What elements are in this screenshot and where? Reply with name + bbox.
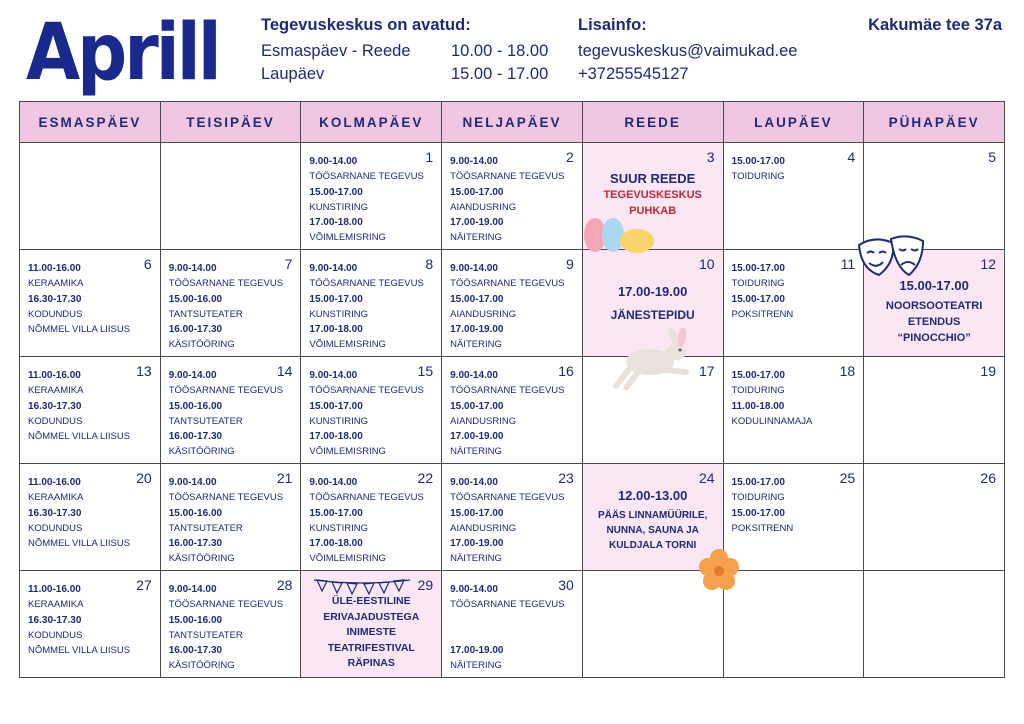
day-cell[interactable] xyxy=(160,571,301,678)
event-name: TANTSUTEATER xyxy=(168,308,243,320)
event-time: 16.30-17.30 xyxy=(28,293,82,305)
special-title: TEATRIFESTIVAL xyxy=(327,641,415,654)
event-name: NÄITERING xyxy=(450,232,502,244)
event-time: 15.00-17.00 xyxy=(309,507,363,519)
day-cell[interactable] xyxy=(20,571,161,678)
day-number: 9 xyxy=(566,256,574,272)
event-time: 11.00-16.00 xyxy=(28,477,81,488)
event-time: 11.00-18.00 xyxy=(731,400,785,412)
event-time: 9.00-14.00 xyxy=(450,370,498,381)
day-cell[interactable] xyxy=(160,250,301,357)
contact-email[interactable]: tegevuskeskus@vaimukad.ee xyxy=(578,42,798,60)
event-list xyxy=(28,475,130,551)
event-time: 17.00-19.00 xyxy=(450,431,504,443)
event-name: TÖÖSARNANE TEGEVUS xyxy=(168,278,284,290)
event-list xyxy=(309,154,423,246)
day-cell[interactable] xyxy=(301,250,442,357)
event-list xyxy=(169,261,283,353)
event-name: KODUNDUS xyxy=(28,629,83,641)
event-list xyxy=(309,368,423,460)
page-title: Aprill xyxy=(26,6,219,98)
day-cell[interactable] xyxy=(723,571,864,678)
event-name: KUNSTIRING xyxy=(309,522,368,534)
day-cell[interactable] xyxy=(20,357,161,464)
special-title: ETENDUS xyxy=(907,316,961,328)
event-name: NÄITERING xyxy=(450,659,502,671)
event-time: 15.00-17.00 xyxy=(450,507,504,519)
calendar-grid xyxy=(19,101,1005,678)
event-time: 15.00-16.00 xyxy=(168,293,223,305)
day-number: 24 xyxy=(698,470,715,486)
event-time: 15.00-17.00 xyxy=(309,400,363,412)
day-cell[interactable] xyxy=(160,464,301,571)
event-name: TÖÖSARNANE TEGEVUS xyxy=(309,492,424,504)
day-cell[interactable] xyxy=(864,464,1005,571)
event-name: VÕIMLEMISRING xyxy=(309,553,386,565)
weekday-header: NELJAPÄEV xyxy=(442,102,583,143)
event-name: KÄSITÖÖRING xyxy=(168,446,235,458)
event-name: TÖÖSARNANE TEGEVUS xyxy=(450,171,565,183)
day-number: 12 xyxy=(980,256,996,272)
event-name: TANTSUTEATER xyxy=(168,629,243,641)
event-name: NÄITERING xyxy=(450,339,502,351)
hours-days: Laupäev xyxy=(261,65,325,83)
event-name: TANTSUTEATER xyxy=(168,522,243,534)
day-number: 21 xyxy=(276,470,293,486)
event-time: 11.00-16.00 xyxy=(28,370,81,381)
event-time: 9.00-14.00 xyxy=(309,477,358,488)
event-time: 15.00-17.00 xyxy=(731,263,785,274)
event-time: 17.00-19.00 xyxy=(450,217,504,229)
event-list xyxy=(169,582,283,674)
day-cell[interactable] xyxy=(160,143,301,250)
day-cell[interactable] xyxy=(864,571,1005,678)
day-number: 23 xyxy=(558,470,574,486)
special-title: INIMESTE xyxy=(346,626,397,638)
event-time: 9.00-14.00 xyxy=(450,584,498,595)
event-name: NÕMMEL VILLA LIISUS xyxy=(28,324,131,336)
event-name: TÖÖSARNANE TEGEVUS xyxy=(450,278,565,290)
event-time: 17.00-18.00 xyxy=(309,431,363,443)
event-name: NÄITERING xyxy=(450,446,502,458)
event-time: 17.00-19.00 xyxy=(450,644,504,656)
event-time: 9.00-14.00 xyxy=(168,477,217,488)
event-name: TÖÖSARNANE TEGEVUS xyxy=(450,492,565,504)
hours-time: 15.00 - 17.00 xyxy=(451,65,549,83)
event-list xyxy=(732,368,813,429)
day-cell[interactable] xyxy=(442,571,583,678)
event-name: KUNSTIRING xyxy=(309,415,368,427)
event-time: 9.00-14.00 xyxy=(168,584,217,595)
day-cell[interactable] xyxy=(723,357,864,464)
day-number: 1 xyxy=(425,149,434,165)
day-number: 14 xyxy=(276,363,293,379)
theatre-masks-icon xyxy=(855,233,927,283)
event-time: 17.00-19.00 xyxy=(450,324,504,336)
event-name: VÕIMLEMISRING xyxy=(309,339,386,351)
weekday-header: TEISIPÄEV xyxy=(160,102,301,143)
special-time: 12.00-13.00 xyxy=(617,488,688,503)
day-cell[interactable] xyxy=(442,357,583,464)
event-name: AIANDUSRING xyxy=(450,522,517,534)
day-number: 19 xyxy=(980,363,996,379)
day-number: 18 xyxy=(839,363,856,379)
special-subtitle: PUHKAB xyxy=(629,205,677,217)
event-time: 9.00-14.00 xyxy=(309,263,358,274)
day-number: 8 xyxy=(425,256,434,272)
hours-days: Esmaspäev - Reede xyxy=(261,42,411,60)
special-title: ÜLE-EESTILINE xyxy=(331,595,411,607)
weekday-header: PÜHAPÄEV xyxy=(864,102,1005,143)
address: Kakumäe tee 37a xyxy=(868,16,1002,34)
day-number: 16 xyxy=(558,363,574,379)
day-number: 5 xyxy=(988,149,996,165)
event-name: TÖÖSARNANE TEGEVUS xyxy=(309,171,424,183)
day-number: 11 xyxy=(840,256,856,272)
event-time: 9.00-14.00 xyxy=(450,156,498,167)
event-list xyxy=(450,154,564,246)
event-name: TOIDURING xyxy=(731,171,785,183)
opening-hours xyxy=(261,16,548,86)
event-list xyxy=(28,582,130,658)
event-time: 15.00-17.00 xyxy=(309,293,363,305)
event-name: TÖÖSARNANE TEGEVUS xyxy=(450,599,565,611)
event-time: 16.00-17.30 xyxy=(168,431,223,443)
event-name: AIANDUSRING xyxy=(450,308,517,320)
event-time: 11.00-16.00 xyxy=(28,584,81,595)
event-time: 9.00-14.00 xyxy=(309,370,358,381)
rabbit-icon xyxy=(608,328,698,390)
event-name: AIANDUSRING xyxy=(450,201,517,213)
event-time: 15.00-17.00 xyxy=(731,507,785,519)
day-number: 26 xyxy=(980,470,996,486)
day-cell[interactable] xyxy=(301,357,442,464)
event-name: NÕMMEL VILLA LIISUS xyxy=(28,538,131,550)
event-name: TANTSUTEATER xyxy=(168,415,243,427)
day-cell[interactable] xyxy=(301,143,442,250)
event-name: KERAAMIKA xyxy=(28,492,84,504)
event-list xyxy=(732,261,794,322)
event-time: 9.00-14.00 xyxy=(168,370,217,381)
day-cell[interactable] xyxy=(442,464,583,571)
event-time: 15.00-17.00 xyxy=(731,370,785,381)
event-time: 16.30-17.30 xyxy=(28,507,82,519)
day-number: 20 xyxy=(136,470,152,486)
event-list xyxy=(450,475,564,567)
event-name: KÄSITÖÖRING xyxy=(168,553,235,565)
flower-icon xyxy=(697,548,741,592)
special-time: 15.00-17.00 xyxy=(899,278,969,293)
event-name: KUNSTIRING xyxy=(309,201,368,213)
day-number: 17 xyxy=(698,363,715,379)
event-name: NÕMMEL VILLA LIISUS xyxy=(28,431,131,443)
special-subtitle: TEGEVUSKESKUS xyxy=(603,189,702,201)
event-name: KODUNDUS xyxy=(28,522,83,534)
event-list xyxy=(450,261,564,353)
event-time: 15.00-16.00 xyxy=(168,507,223,519)
event-time: 16.30-17.30 xyxy=(28,614,82,626)
event-name: VÕIMLEMISRING xyxy=(309,446,386,458)
event-list xyxy=(169,475,283,567)
opening-hours-heading: Tegevuskeskus on avatud: xyxy=(261,16,471,34)
contact-info xyxy=(578,16,797,86)
event-time: 15.00-17.00 xyxy=(450,400,504,412)
event-time: 16.00-17.30 xyxy=(168,538,223,550)
day-cell[interactable] xyxy=(723,464,864,571)
event-name: POKSITRENN xyxy=(731,522,794,534)
event-name: KODUNDUS xyxy=(28,415,83,427)
event-list xyxy=(28,261,130,337)
day-cell[interactable] xyxy=(442,250,583,357)
event-time: 17.00-18.00 xyxy=(309,538,363,550)
day-number: 6 xyxy=(143,256,152,272)
event-name: VÕIMLEMISRING xyxy=(309,232,386,244)
event-time: 15.00-17.00 xyxy=(731,293,785,305)
day-cell[interactable] xyxy=(442,143,583,250)
weekday-header: KOLMAPÄEV xyxy=(301,102,442,143)
event-name: AIANDUSRING xyxy=(450,415,517,427)
event-list xyxy=(309,475,423,567)
day-cell[interactable] xyxy=(20,250,161,357)
special-title: PÄÄS LINNAMÜÜRILE, xyxy=(597,510,708,521)
event-name: TÖÖSARNANE TEGEVUS xyxy=(168,492,284,504)
event-name: KODULINNAMAJA xyxy=(731,415,813,427)
event-list xyxy=(309,261,423,353)
special-title: JÄNESTEPIDU xyxy=(610,308,695,322)
day-number: 29 xyxy=(417,577,434,593)
hours-time: 10.00 - 18.00 xyxy=(451,42,549,60)
day-cell[interactable] xyxy=(723,143,864,250)
event-time: 15.00-17.00 xyxy=(450,186,504,198)
day-number: 27 xyxy=(136,577,152,593)
event-name: KERAAMIKA xyxy=(28,599,84,611)
day-number: 4 xyxy=(847,149,856,165)
bunting-icon xyxy=(312,577,412,595)
easter-eggs-icon xyxy=(580,215,660,255)
day-cell[interactable] xyxy=(20,464,161,571)
event-time: 15.00-17.00 xyxy=(731,477,785,488)
event-time: 15.00-17.00 xyxy=(309,186,363,198)
weekday-header: LAUPÄEV xyxy=(723,102,864,143)
day-number: 30 xyxy=(558,577,574,593)
event-name: TÖÖSARNANE TEGEVUS xyxy=(309,278,424,290)
event-time: 17.00-19.00 xyxy=(450,538,504,550)
event-name: TÖÖSARNANE TEGEVUS xyxy=(309,385,424,397)
day-number: 13 xyxy=(136,363,152,379)
event-name: NÕMMEL VILLA LIISUS xyxy=(28,645,131,657)
event-time: 16.00-17.30 xyxy=(168,324,223,336)
event-name: KUNSTIRING xyxy=(309,308,368,320)
event-name: NÄITERING xyxy=(450,553,502,565)
special-time: 17.00-19.00 xyxy=(617,284,688,299)
event-list xyxy=(732,475,794,536)
day-cell[interactable] xyxy=(723,250,864,357)
event-name: TOIDURING xyxy=(731,385,785,397)
event-time: 15.00-16.00 xyxy=(168,614,223,626)
event-list xyxy=(169,368,283,460)
event-time: 9.00-14.00 xyxy=(450,477,498,488)
contact-phone[interactable]: +37255545127 xyxy=(578,65,689,83)
event-time: 15.00-17.00 xyxy=(450,293,504,305)
event-name: TOIDURING xyxy=(731,278,785,290)
day-number: 2 xyxy=(566,149,574,165)
event-time: 15.00-17.00 xyxy=(731,156,785,167)
event-list xyxy=(450,582,564,673)
day-number: 15 xyxy=(417,363,434,379)
day-cell[interactable] xyxy=(864,357,1005,464)
special-title: RÄPINAS xyxy=(347,657,395,669)
weekday-header: ESMASPÄEV xyxy=(20,102,161,143)
event-name: TOIDURING xyxy=(731,492,785,504)
contact-heading: Lisainfo: xyxy=(578,16,647,34)
event-list xyxy=(28,368,130,444)
event-name: TÖÖSARNANE TEGEVUS xyxy=(450,385,565,397)
day-number: 25 xyxy=(839,470,856,486)
day-number: 3 xyxy=(706,149,715,165)
event-name: TÖÖSARNANE TEGEVUS xyxy=(168,385,284,397)
weekday-header: REEDE xyxy=(582,102,723,143)
event-name: KODUNDUS xyxy=(28,308,83,320)
event-name: KÄSITÖÖRING xyxy=(168,660,235,672)
day-number: 28 xyxy=(276,577,293,593)
event-time: 17.00-18.00 xyxy=(309,217,363,229)
event-name: KERAAMIKA xyxy=(28,385,84,397)
day-cell[interactable] xyxy=(160,357,301,464)
special-title: KULDJALA TORNI xyxy=(609,540,697,551)
event-time: 11.00-16.00 xyxy=(28,263,81,274)
event-list xyxy=(732,154,785,185)
event-name: KERAAMIKA xyxy=(28,278,84,290)
event-list xyxy=(450,368,564,460)
day-number: 10 xyxy=(698,256,715,272)
event-time: 16.00-17.30 xyxy=(168,645,223,657)
event-time: 15.00-16.00 xyxy=(168,400,223,412)
event-time: 17.00-18.00 xyxy=(309,324,363,336)
event-name: TÖÖSARNANE TEGEVUS xyxy=(168,599,284,611)
event-time: 9.00-14.00 xyxy=(309,156,358,167)
event-time: 16.30-17.30 xyxy=(28,400,82,412)
event-name: KÄSITÖÖRING xyxy=(168,339,235,351)
event-time: 9.00-14.00 xyxy=(450,263,498,274)
event-time: 9.00-14.00 xyxy=(168,263,217,274)
day-cell[interactable] xyxy=(20,143,161,250)
day-number: 7 xyxy=(284,256,293,272)
day-cell[interactable] xyxy=(301,464,442,571)
special-title: SUUR REEDE xyxy=(610,171,696,186)
event-name: POKSITRENN xyxy=(731,308,794,320)
special-title: ERIVAJADUSTEGA xyxy=(323,610,420,623)
special-title: NOORSOOTEATRI xyxy=(885,300,983,312)
day-number: 22 xyxy=(417,470,434,486)
special-title: NUNNA, SAUNA JA xyxy=(606,525,699,536)
special-title: “PINOCCHIO” xyxy=(897,332,971,344)
